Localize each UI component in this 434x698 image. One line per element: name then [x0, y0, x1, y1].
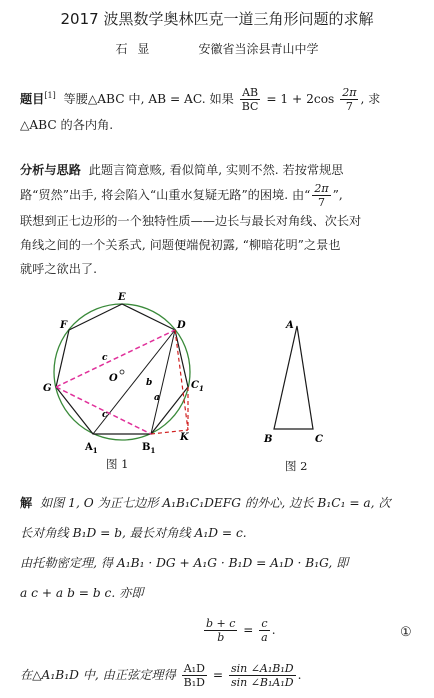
eq-equals: =: [243, 623, 254, 637]
solution-line-1: 如图 1, O 为正七边形 A₁B₁C₁DEFG 的外心, 边长 B₁C₁ = a, 次: [39, 496, 391, 510]
analysis-line-2: 路“贸然”出手, 将会陷入“山重水复疑无路”的困境. 由“: [20, 188, 311, 202]
analysis-fraction: [312, 182, 330, 209]
label-f: F: [60, 320, 68, 331]
solution-line-3: 由托勒密定理, 得 A₁B₁ · DG + A₁G · B₁D = A₁D · B₁G, 即: [20, 556, 349, 570]
solution-line-2: 长对角线 B₁D = b, 最长对角线 A₁D = c.: [20, 526, 247, 540]
label-b-vertex: B: [264, 434, 273, 445]
analysis-frac-den: 7: [318, 196, 326, 209]
solution-line-5: [20, 660, 420, 690]
center-point: [120, 370, 124, 374]
heptagon-outline: [56, 304, 188, 434]
solution-line-4: a c + a b = b c. 亦即: [20, 586, 144, 600]
problem-ref: [1]: [44, 91, 56, 100]
problem-frac-den: BC: [241, 100, 259, 114]
problem-text-1: 等腰△ABC 中, AB = AC. 如果: [63, 92, 234, 107]
label-c-upper: c: [102, 353, 108, 363]
eq-right-num: c: [261, 617, 268, 630]
sine-right-num: sin ∠A₁B₁D: [230, 662, 294, 675]
label-k: K: [180, 432, 189, 443]
label-g: G: [43, 383, 52, 394]
problem-text-2: = 1 + 2cos: [266, 92, 335, 107]
analysis-section: [20, 158, 420, 281]
label-c-lower: c: [102, 410, 108, 420]
sine-left-fraction: [182, 662, 207, 689]
figure-2-caption: 图 2: [285, 459, 308, 473]
problem-cos-den: 7: [345, 100, 353, 114]
label-e: E: [118, 292, 126, 303]
analysis-line-4: 角线之间的一个关系式, 问题便端倪初露, “柳暗花明”之景也: [20, 238, 341, 252]
problem-statement: [20, 84, 420, 137]
problem-label: 题目: [20, 92, 45, 107]
sine-left-den: B₁D: [183, 676, 205, 689]
figure-1-caption: 图 1: [106, 457, 129, 471]
solution-section: [20, 488, 420, 608]
label-a: a: [154, 393, 160, 403]
analysis-line-3: 联想到正七边形的一个独特性质——边长与最长对角线、次长对: [20, 214, 362, 228]
problem-frac-num: AB: [242, 86, 259, 100]
label-a1: $A_1$: [85, 442, 98, 455]
sine-right-fraction: [229, 662, 296, 689]
analysis-line-2-end: ”,: [332, 188, 343, 202]
author-line: [0, 40, 434, 57]
analysis-label: 分析与思路: [20, 163, 81, 177]
label-a-vertex: A: [286, 320, 294, 331]
sine-left-num: A₁D: [183, 662, 205, 675]
author-affiliation: 安徽省当涂县青山中学: [198, 42, 319, 56]
sine-period: .: [297, 668, 302, 682]
sine-equals: =: [212, 668, 224, 682]
problem-text-3: , 求: [360, 92, 381, 107]
problem-fraction: [240, 86, 261, 113]
problem-cos-num: 2π: [342, 86, 357, 100]
eq-right-fraction: [259, 617, 270, 644]
label-b: b: [146, 378, 153, 388]
problem-cos-fraction: [340, 86, 358, 113]
solution-line-5-text: 在△A₁B₁D 中, 由正弦定理得: [20, 668, 176, 682]
label-d: D: [177, 320, 186, 331]
sine-right-den: sin ∠B₁A₁D: [230, 676, 294, 689]
eq-left-num: b + c: [206, 617, 236, 630]
label-c-vertex: C: [315, 434, 323, 445]
triangle-abc: [274, 326, 313, 429]
figure-1-heptagon: [30, 290, 230, 455]
figure-2-triangle: [255, 312, 335, 448]
equation-tag: ①: [400, 625, 412, 640]
paper-title: 2017 波黑数学奥林匹克一道三角形问题的求解: [60, 10, 374, 28]
eq-left-fraction: [204, 617, 237, 644]
solution-label: 解: [20, 496, 33, 510]
analysis-line-1: 此题言简意赅, 看似简单, 实则不然. 若按常规思: [88, 163, 344, 177]
problem-line-2: △ABC 的各内角.: [20, 118, 114, 133]
eq-left-den: b: [217, 631, 225, 644]
equation-1: [202, 617, 276, 644]
eq-right-den: a: [261, 631, 268, 644]
analysis-line-5: 就呼之欲出了.: [20, 262, 97, 276]
author-name: 石 显: [115, 42, 150, 56]
label-o: O: [109, 373, 118, 384]
analysis-frac-num: 2π: [314, 182, 329, 195]
eq-period: .: [271, 623, 276, 637]
label-b1: $B_1$: [142, 442, 156, 455]
label-c1: $C_1$: [191, 380, 204, 393]
